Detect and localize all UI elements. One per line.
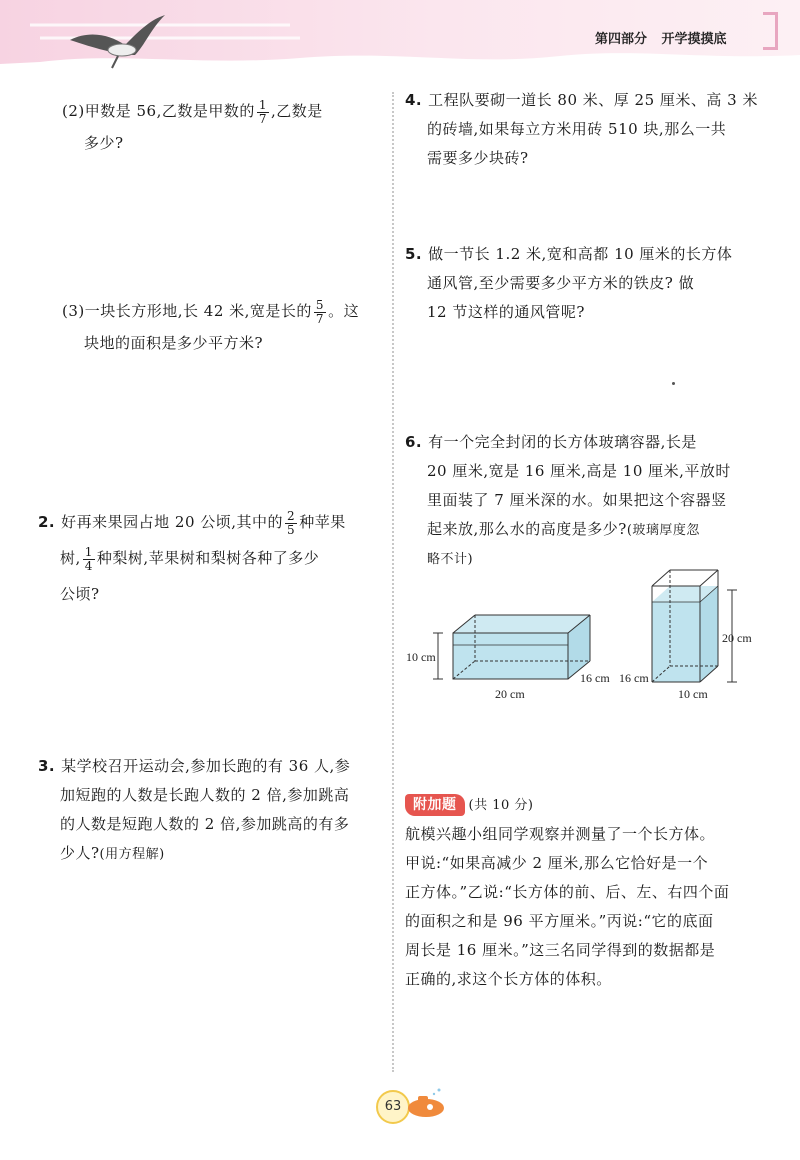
- bonus-question: 附加题 (共 10 分) 航模兴趣小组同学观察并测量了一个长方体。 甲说:“如果高减少 2 厘米,那么它恰好是一个 正方体。”乙说:“长方体的前、后、左、右四个面 的面积之和是 96 平方厘米。”丙说:“它的底面 周长是 16 厘米。”这三名同学得到的数据都是 正确的,求这个长方体的体积。: [405, 790, 780, 994]
- standing-container: [652, 570, 718, 682]
- q1-3-line2: 块地的面积是多少平方米?: [84, 334, 264, 352]
- fraction: $\frac{1}{7}$: [258, 97, 268, 126]
- flat-width-label: 16 cm: [580, 671, 610, 685]
- standing-length-label: 10 cm: [678, 687, 708, 701]
- question-3: 3. 某学校召开运动会,参加长跑的有 36 人,参 加短跑的人数是长跑人数的 2 倍,参加跳高 的人数是短跑人数的 2 倍,参加跳高的有多 少人?(用方程解): [38, 757, 351, 862]
- question-5: 5. 做一节长 1.2 米,宽和高都 10 厘米的长方体 通风管,至少需要多少平方米的铁皮? 做 12 节这样的通风管呢?: [405, 245, 733, 321]
- flat-height-label: 10 cm: [406, 650, 436, 664]
- container-figure: [400, 560, 780, 710]
- stray-dot: [672, 382, 675, 385]
- question-1-2: (2)甲数是 56,乙数是甲数的 $\frac{1}{7}$ ,乙数是 多少?: [62, 95, 382, 159]
- page-number: 63: [376, 1090, 410, 1124]
- q2-number: 2.: [38, 513, 56, 531]
- fraction: $\frac{2}{5}$: [287, 508, 296, 537]
- flat-length-label: 20 cm: [495, 687, 525, 701]
- header-title: [595, 28, 737, 47]
- question-1-3: (3)一块长方形地,长 42 米,宽是长的 $\frac{5}{7}$ 。这 块地的面积是多少平方米?: [62, 295, 382, 359]
- page-header: [0, 0, 800, 80]
- q6-number: 6.: [405, 433, 423, 451]
- column-divider: [392, 92, 394, 1072]
- bonus-points: (共 10 分): [468, 798, 534, 813]
- question-2: 2. 好再来果园占地 20 公顷,其中的 $\frac{2}{5}$ 种苹果 树, $\frac{1}{4}$ 种梨树,苹果树和梨树各种了多少 公顷?: [38, 508, 346, 603]
- section-label: 第四部分: [595, 32, 648, 47]
- q3-number: 3.: [38, 757, 56, 775]
- q1-2-prefix: (2)甲数是 56,乙数是甲数的: [62, 102, 255, 120]
- fraction: $\frac{5}{7}$: [315, 297, 325, 326]
- flat-container: [453, 615, 590, 679]
- standing-height-label: 20 cm: [722, 631, 752, 645]
- question-6: 6. 有一个完全封闭的长方体玻璃容器,长是 20 厘米,宽是 16 厘米,高是 10 厘米,平放时 里面装了 7 厘米深的水。如果把这个容器竖 起来放,那么水的高度是多少?(玻璃厚度忽 略不计): [405, 433, 731, 567]
- standing-width-label: 16 cm: [619, 671, 649, 685]
- q1-2-line2: 多少?: [84, 134, 124, 152]
- bonus-tag: 附加题: [405, 794, 465, 816]
- q4-number: 4.: [405, 91, 423, 109]
- q5-number: 5.: [405, 245, 423, 263]
- q1-3-prefix: (3)一块长方形地,长 42 米,宽是长的: [62, 302, 312, 320]
- fraction: $\frac{1}{4}$: [84, 544, 93, 573]
- submarine-icon: [400, 1086, 450, 1120]
- section-title: 开学摸摸底: [661, 32, 727, 47]
- header-bracket-decoration: [763, 12, 778, 50]
- question-4: 4. 工程队要砌一道长 80 米、厚 25 厘米、高 3 米 的砖墙,如果每立方米用砖 510 块,那么一共 需要多少块砖?: [405, 91, 758, 167]
